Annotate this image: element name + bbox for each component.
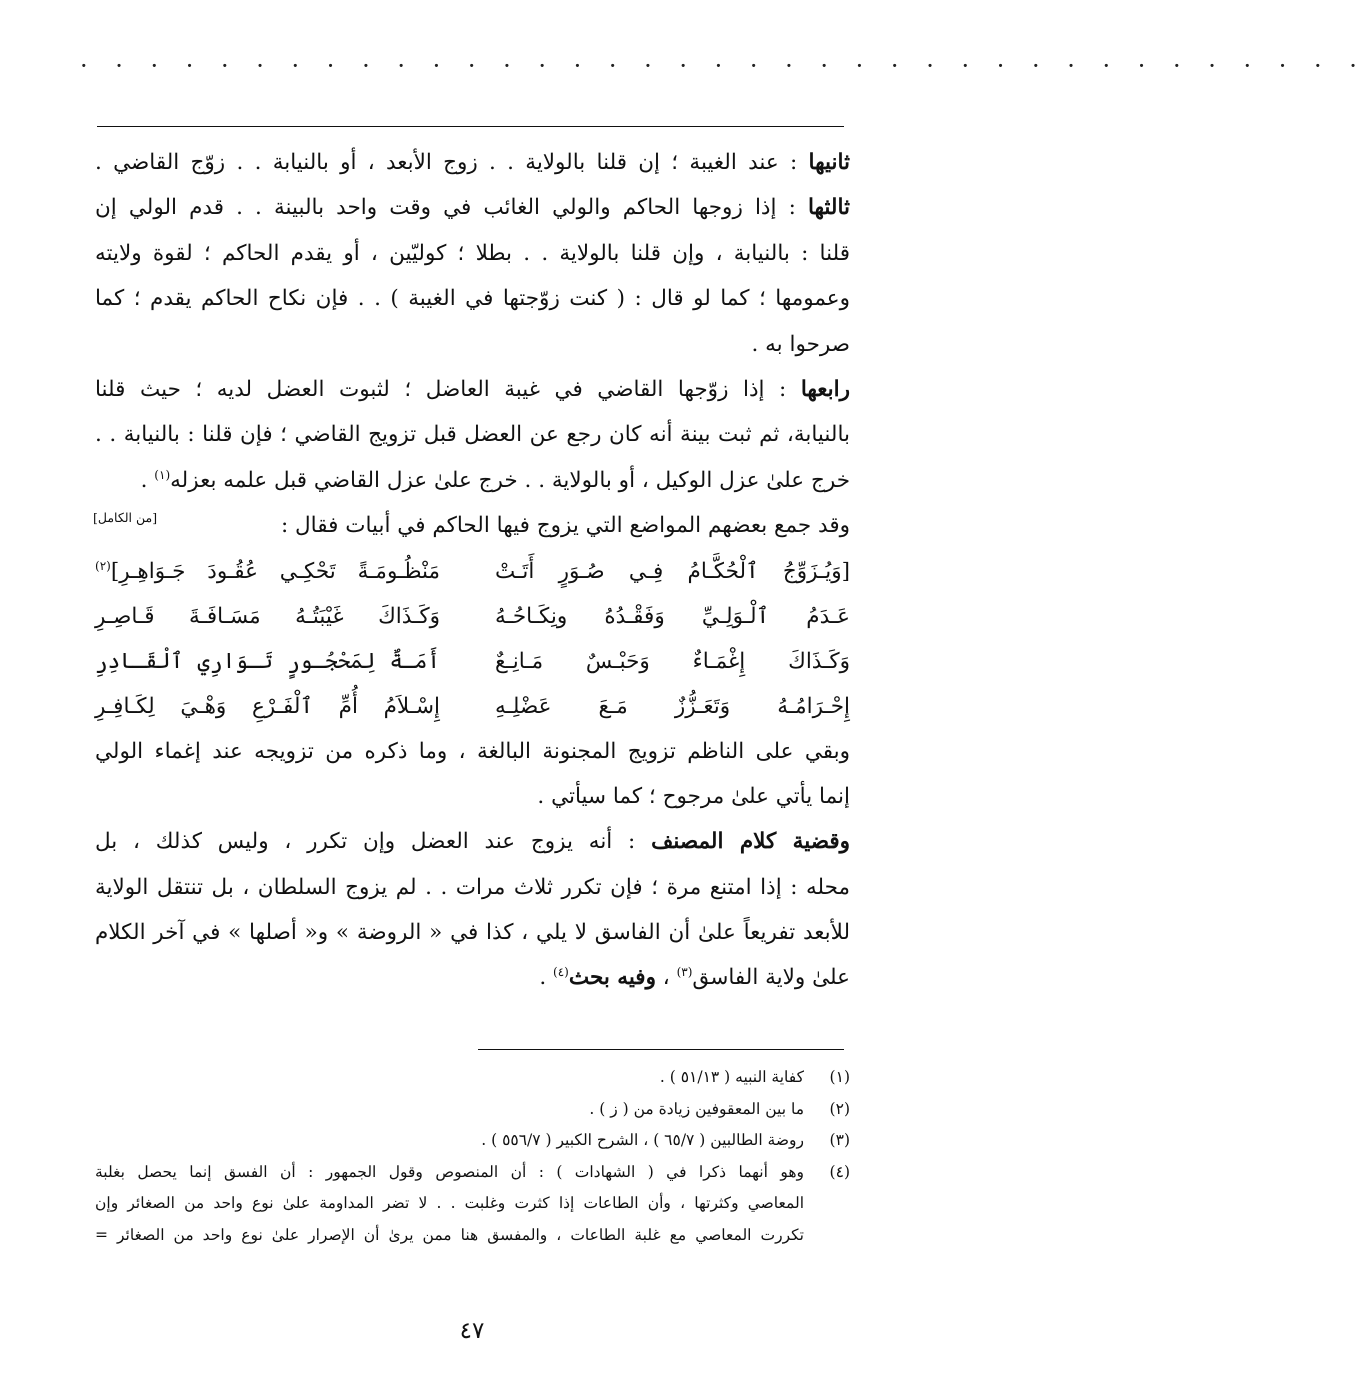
running-header-dots: · · · · · · · · · · · · · · · · · · · · · · · · · · · · · · · · · · · · · (80, 52, 1367, 80)
line-text: : عند الغيبة ؛ إن قلنا بالولاية . . زوج الأبعد ، أو بالنيابة . . زوّج القاضي . (95, 150, 809, 175)
poem-verse (95, 594, 850, 639)
line-text: . (539, 965, 553, 991)
footnote (95, 1125, 850, 1157)
footnote-text: روضة الطالبين ( ٦٥/٧ ) ، الشرح الكبير ( ٥٥٦/٧ ) . (481, 1131, 804, 1149)
poem-meter-label: [من الكامل] (93, 510, 158, 526)
verse-second-hemistich: إِسْـلاَمُ أُمِّ ٱلْفَـرْعِ وَهْـيَ لِكَـافِـرِ (95, 693, 440, 719)
paragraph-line: قلنا : بالنيابة ، وإن قلنا بالولاية . . بطلا ؛ كوليّين ، أو يقدم الحاكم ؛ لقوة ولايته (95, 240, 850, 266)
verse-second-hemistich: وَكَـذَاكَ غَيْبَتُـهُ مَسَـافَـةَ قَـاصِـرِ (95, 603, 440, 629)
footnote-number: (٢) (829, 1099, 850, 1118)
footnote-continuation (95, 1188, 850, 1220)
poem-intro-line (95, 503, 850, 548)
line-text: خرج علىٰ عزل الوكيل ، أو بالولاية . . خرج علىٰ عزل القاضي قبل علمه بعزله (170, 467, 850, 493)
bold-phrase: وفيه بحث (568, 965, 656, 991)
footnotes (95, 1062, 850, 1251)
paragraph-line: للأبعد تفريعاً علىٰ أن الفاسق لا يلي ، كذا في « الروضة » و« أصلها » في آخر الكلام (95, 920, 850, 946)
line-text: ، (655, 965, 677, 991)
paragraph-line (95, 458, 850, 503)
paragraph-label: وقضية كلام المصنف (651, 829, 851, 855)
main-text (95, 140, 850, 1001)
paragraph-line: وبقي على الناظم تزويج المجنونة البالغة ، وما ذكره من تزويجه عند إغماء الولي (95, 738, 850, 764)
verse-first-hemistich: إِحْـرَامُـهُ وَتَعَـزُّزٌ مَـعَ عَضْلِـهِ (495, 693, 850, 719)
footnote-rule (478, 1049, 844, 1050)
verse-first-hemistich: [وَيُـزَوِّجُ ٱلْحُكَّـامُ فِـي صُـوَرٍ أَتَـتْ (495, 558, 850, 584)
footnote-continuation (95, 1220, 850, 1252)
line-text: . (140, 467, 155, 493)
paragraph-line: صرحوا به . (751, 331, 850, 357)
paragraph-line: محله : إذا امتنع مرة ؛ فإن تكرر ثلاث مرات . . لم يزوج السلطان ، بل تنتقل الولاية (95, 874, 850, 900)
paragraph-line (95, 367, 850, 412)
paragraph-line (95, 140, 850, 185)
paragraph-line: بالنيابة، ثم ثبت بينة أنه كان رجع عن العضل قبل تزويج القاضي ؛ فإن قلنا : بالنيابة . . (95, 422, 850, 448)
footnote-text: كفاية النبيه ( ٥١/١٣ ) . (659, 1068, 804, 1086)
line-text: : أنه يزوج عند العضل وإن تكرر ، وليس كذلك ، بل (95, 829, 652, 855)
continuation-mark: = (95, 1225, 108, 1244)
footnote-ref[interactable]: (١) (154, 467, 171, 482)
verse-first-hemistich: وَكَـذَاكَ إِغْمَـاءٌ وَحَبْـسٌ مَـانِـعٌ (495, 648, 850, 674)
footnote-ref[interactable]: (٤) (553, 965, 569, 980)
paragraph-line: وعمومها ؛ كما لو قال : ( كنت زوّجتها في الغيبة ) . . فإن نكاح الحاكم يقدم ؛ كما (95, 286, 850, 312)
footnote-text: تكررت المعاصي مع غلبة الطاعات ، والمفسق هنا ممن يرىٰ أن الإصرار علىٰ نوع واحد من الصغائر (117, 1225, 804, 1244)
footnote-number: (٣) (829, 1131, 850, 1149)
verse-second-hemistich (95, 549, 440, 594)
footnote-number: (٤) (829, 1162, 850, 1181)
page-number: ٤٧ (459, 1318, 485, 1344)
paragraph-line (95, 819, 850, 864)
line-text: علىٰ ولاية الفاسق (692, 965, 850, 991)
line-text: : إذا زوّجها القاضي في غيبة العاضل ؛ لثبوت العضل لديه ؛ حيث قلنا (95, 376, 801, 402)
poem-verse (95, 549, 850, 594)
paragraph-line (95, 955, 850, 1000)
footnote (95, 1094, 850, 1126)
paragraph-line (95, 185, 850, 230)
paragraph-line: إنما يأتي علىٰ مرجوح ؛ كما سيأتي . (537, 783, 850, 809)
header-rule (97, 126, 844, 127)
footnote-text: وهو أنهما ذكرا في ( الشهادات ) : أن المنصوص وقول الجمهور : أن الفسق إنما يحصل بغلبة (95, 1162, 804, 1181)
paragraph-label: رابعها (800, 376, 850, 402)
footnote-text: ما بين المعقوفين زيادة من ( ز ) . (589, 1099, 804, 1118)
poem-verse (95, 639, 850, 684)
line-text: : إذا زوجها الحاكم والولي الغائب في وقت واحد بالبينة . . قدم الولي إن (95, 195, 808, 221)
paragraph-label: ثانيها (808, 150, 850, 175)
verse-second-hemistich: أَمَـةٌ لِمَحْجُـورٍ تَـوَارِي ٱلْقَـادِرِ (95, 648, 440, 674)
footnote (95, 1157, 850, 1189)
poem-verse (95, 684, 850, 729)
footnote (95, 1062, 850, 1094)
footnote-ref[interactable]: (٢) (95, 558, 111, 573)
poem-intro: وقد جمع بعضهم المواضع التي يزوج فيها الحاكم في أبيات فقال : (280, 513, 850, 539)
hemistich-text: مَنْظُـومَـةً تَحْكِـي عُقُـودَ جَـوَاهِـرِ] (110, 558, 440, 584)
footnote-ref[interactable]: (٣) (676, 965, 693, 980)
footnote-text: المعاصي وكثرتها ، وأن الطاعات إذا كثرت وغلبت . . لا تضر المداومة علىٰ نوع واحد من الصغائر وإن (95, 1194, 804, 1212)
paragraph-label: ثالثها (807, 195, 850, 221)
footnote-number: (١) (829, 1068, 850, 1086)
verse-first-hemistich: عَـدَمُ ٱلْـوَلِـيِّ وَفَقْـدُهُ ونِكَـاحُـهُ (495, 603, 850, 629)
